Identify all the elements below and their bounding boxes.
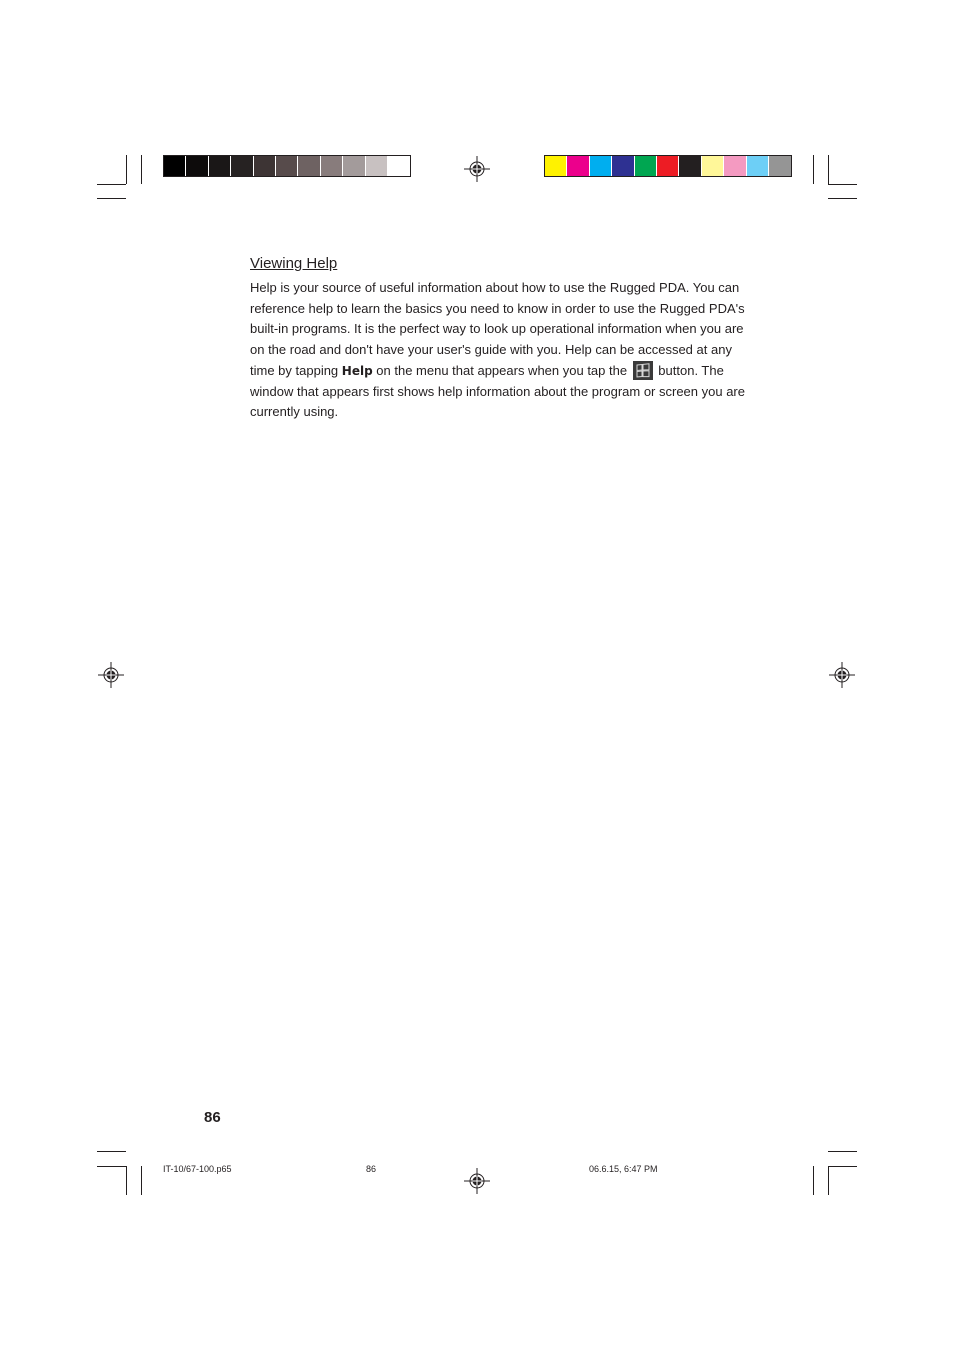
page-number: 86 [204,1109,221,1126]
crop-mark-bottom-right-h [828,1151,857,1152]
color-swatch [612,156,634,176]
grayscale-swatch [321,156,343,176]
color-swatch [657,156,679,176]
color-swatch [590,156,612,176]
paragraph-text-part2: on the menu that appears when you tap the [372,362,631,378]
crop-mark-top-right-v [828,155,829,184]
crop-mark-top-right-h [828,184,857,185]
section-heading: Viewing Help [250,255,338,272]
registration-mark-bottom-icon [464,1168,490,1194]
slug-filename: IT-10/67-100.p65 [163,1164,232,1174]
crop-mark-top-left-v2 [141,155,142,184]
body-paragraph [250,278,760,423]
registration-mark-right-icon [829,662,855,688]
slug-page: 86 [366,1164,377,1174]
grayscale-color-bar [163,155,411,177]
paragraph-text-part1: Help is your source of useful information about how to use the Rugged PDA. You can reference help to learn the basics you need to know in order to use the Rugged PDA's built-in programs. It is the perfect way to look up operational information when you are on the road and don't have your user's guide with you. Help can be accessed at any time by tapping [250,280,745,378]
crop-mark-top-right-h2 [828,198,857,199]
crop-mark-bottom-left-v [126,1166,127,1195]
process-color-bar [544,155,792,177]
slug-timestamp: 06.6.15, 6:47 PM [589,1164,658,1174]
grayscale-swatch [343,156,365,176]
grayscale-swatch [254,156,276,176]
grayscale-swatch [231,156,253,176]
start-button-icon [633,361,653,380]
crop-mark-bottom-left-v2 [141,1166,142,1195]
grayscale-swatch [276,156,298,176]
color-swatch [769,156,791,176]
registration-mark-left-icon [98,662,124,688]
color-swatch [679,156,701,176]
color-swatch [747,156,769,176]
crop-mark-bottom-right-h2 [828,1166,857,1167]
crop-mark-bottom-right-v2 [813,1166,814,1195]
registration-mark-top-icon [464,156,490,182]
crop-mark-bottom-left-h2 [97,1166,126,1167]
crop-mark-top-left-h [97,184,126,185]
crop-mark-top-right-v2 [813,155,814,184]
crop-mark-bottom-left-h [97,1151,126,1152]
color-swatch [635,156,657,176]
help-menu-term: Help [341,363,373,378]
color-swatch [702,156,724,176]
grayscale-swatch [209,156,231,176]
crop-mark-top-left-v [126,155,127,184]
grayscale-swatch [298,156,320,176]
color-swatch [545,156,567,176]
grayscale-swatch [388,156,410,176]
grayscale-swatch [164,156,186,176]
paragraph-text-part3: button. The window that appears first shows help information about the program or screen you are currently using. [250,362,745,420]
color-swatch [724,156,746,176]
crop-mark-bottom-right-v [828,1166,829,1195]
crop-mark-top-left-h2 [97,198,126,199]
grayscale-swatch [366,156,388,176]
color-swatch [567,156,589,176]
grayscale-swatch [186,156,208,176]
